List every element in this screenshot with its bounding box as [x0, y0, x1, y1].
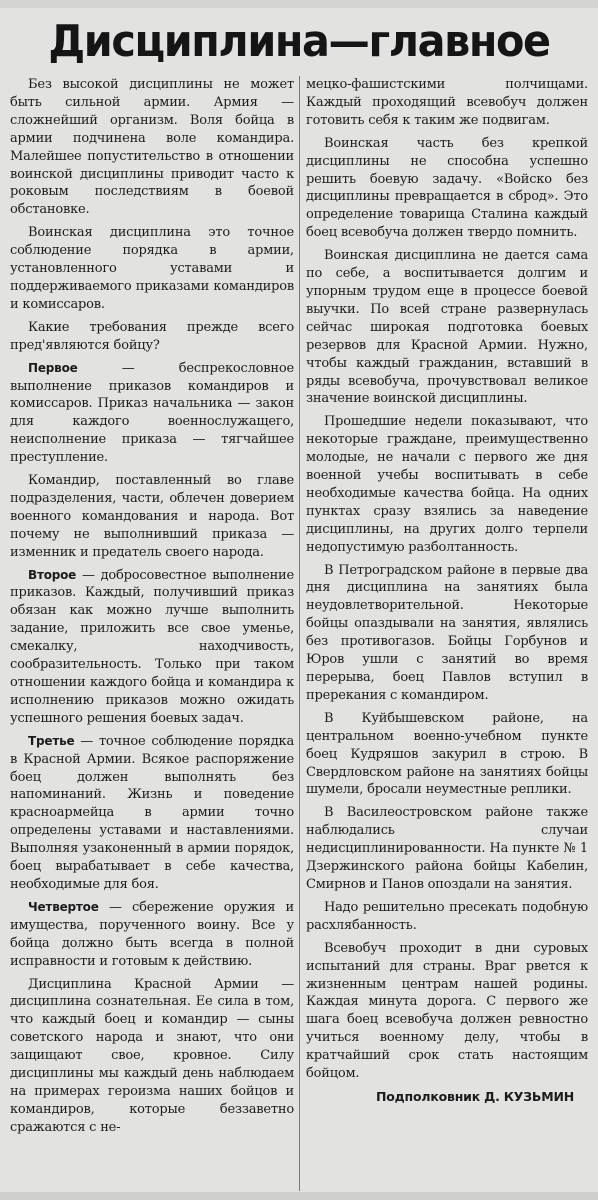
paragraph: Воинская дисциплина не дается сама по себе, а воспитывается долгим и упорным трудом еще в процессе боевой выучки. По всей стране развернулась сейчас широкая подготовка боевых резервов для Красной Армии. Нужно, чтобы каждый гражданин, вставший в ряды всевобуча, прочувствовал великое значение воинской дисциплины. [306, 248, 588, 407]
paragraph: Дисциплина Красной Армии — дисциплина сознательная. Ее сила в том, что каждый боец и командир — сыны советского народа и знают, что они защищают свое, кровное. Силу дисциплины мы каждый день наблюдаем на примерах героизма наших бойцов и командиров, которые беззаветно сражаются с не- [10, 976, 294, 1135]
paragraph [10, 733, 294, 894]
paragraph [10, 360, 294, 467]
lead-word: Второе [28, 567, 77, 582]
paragraph: Командир, поставленный во главе подразделения, части, облечен доверием военного командования и народа. Вот почему не выполнивший приказа — изменник и предатель своего народа. [10, 473, 294, 560]
paragraph: Надо решительно пресекать подобную расхлябанность. [306, 899, 588, 933]
paragraph: В Куйбышевском районе, на центральном военно-учебном пункте боец Кудряшов закурил в строю. В Свердловском районе на занятиях бойцы шумели, бросали неуместные реплики. [306, 710, 588, 798]
paragraph: Какие требования прежде всего пред'являются бойцу? [10, 319, 294, 353]
paragraph-text: — точное соблюдение порядка в Красной Армии. Всякое распоряжение боец должен выполнять без напоминаний. Жизнь и поведение красноармейца в армии точно определены уставами и наставлениями. Выполняя узаконенный в армии порядок, боец вырабатывает в себе качества, необходимые для боя. [10, 733, 294, 892]
lead-word: Третье [28, 733, 75, 748]
article-title: Дисциплина—главное [48, 16, 550, 67]
paragraph: Воинская дисциплина это точное соблюдение порядка в армии, установленного уставами и поддерживаемого приказами командиров и комиссаров. [10, 225, 294, 312]
paragraph: В Петроградском районе в первые два дня дисциплина на занятиях была неудовлетворительной. Некоторые бойцы опаздывали на занятия, являлись без противогазов. Бойцы Горбунов и Юров ушли с занятий во время перерыва, боец Павлов вступил в пререкания с командиром. [306, 562, 588, 703]
paragraph-text: — добросовестное выполнение приказов. Каждый, получивший приказ обязан как можно лучше выполнить задание, приложить все свое уменье, смекалку, находчивость, сообразительность. Только при таком отношении каждого бойца и командира к исполнению приказов можно ожидать успешного решения боевых задач. [10, 567, 294, 726]
author-signature: Подполковник Д. КУЗЬМИН [376, 1088, 574, 1104]
lead-word: Первое [28, 360, 78, 375]
paragraph: Прошедшие недели показывают, что некоторые граждане, преимущественно молодые, не начали с первого же дня военной учебы воспитывать в себе необходимые качества бойца. На одних пунктах сразу взялись за наведение дисциплины, на других долго терпели недопустимую разболтанность. [306, 414, 588, 555]
column-divider [299, 76, 300, 1191]
bottom-edge-strip [0, 1192, 598, 1200]
top-edge-strip [0, 0, 598, 8]
right-column [306, 76, 588, 1191]
paragraph: Воинская часть без крепкой дисциплины не способна успешно решить боевую задачу. «Войско без дисциплины превращается в сброд». Это определение товарища Сталина каждый боец всевобуча должен твердо помнить. [306, 135, 588, 241]
left-column [10, 76, 294, 1191]
paragraph-text: — беспрекословное выполнение приказов командиров и комиссаров. Приказ начальника — закон для каждого военнослужащего, неисполнение приказа — тягчайшее преступление. [10, 360, 294, 466]
paragraph-text: — сбережение оружия и имущества, порученного воину. Все у бойца должно быть всегда в полной исправности и готовым к действию. [10, 899, 294, 969]
lead-word: Четвертое [28, 899, 99, 914]
paragraph: Без высокой дисциплины не может быть сильной армии. Армия — сложнейший организм. Воля бойца в армии подчинена воле командира. Малейшее попустительство в отношении воинской дисциплины приводит часто к роковым последствиям в боевой обстановке. [10, 77, 294, 218]
paragraph: мецко-фашистскими полчищами. Каждый проходящий всевобуч должен готовить себя к таким же подвигам. [306, 77, 588, 128]
paragraph: В Василеостровском районе также наблюдались случаи недисциплинированности. На пункте № 1 Дзержинского района бойцы Кабелин, Смирнов и Панов опоздали на занятия. [306, 805, 588, 892]
paragraph [10, 899, 294, 971]
paragraph [10, 567, 294, 728]
paragraph: Всевобуч проходит в дни суровых испытаний для страны. Враг рвется к жизненным центрам нашей родины. Каждая минута дорога. С первого же шага боец всевобуча должен ревностно учиться военному делу, чтобы в кратчайший срок стать настоящим бойцом. [306, 940, 588, 1082]
